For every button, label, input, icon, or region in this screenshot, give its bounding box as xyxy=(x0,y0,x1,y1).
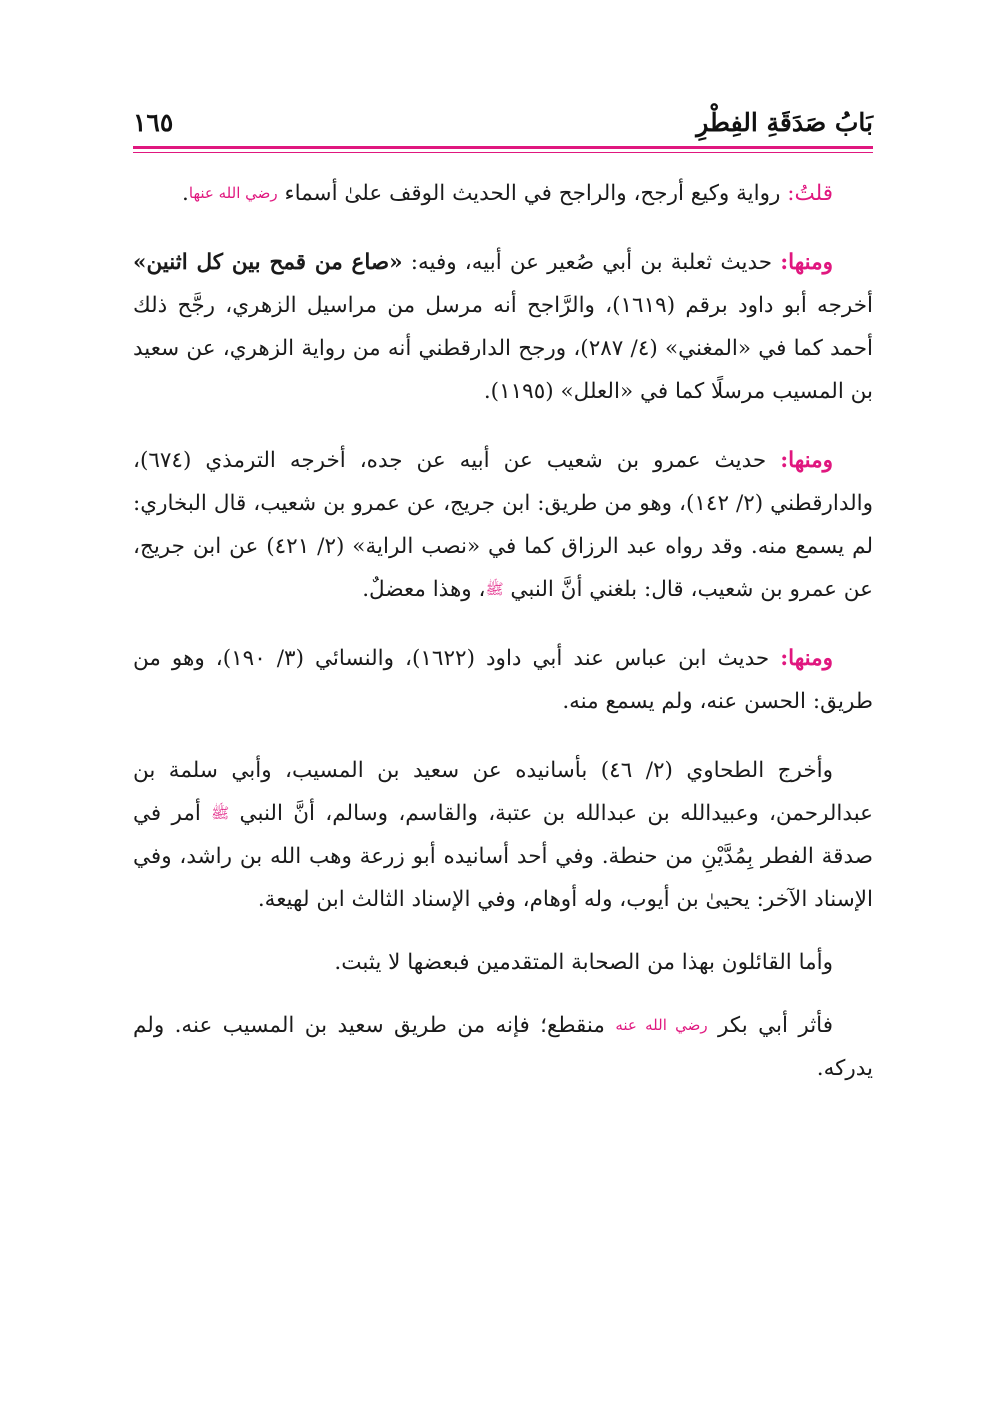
paragraph-tahawi xyxy=(133,749,873,921)
paragraph-abu-bakr xyxy=(133,1004,873,1090)
paragraph-text-cont: أخرجه أبو داود برقم (١٦١٩)، والرَّاجح أنه مرسل من مراسيل الزهري، رجَّح ذلك أحمد كما في «المغني» (٤/ ٢٨٧)، ورجح الدارقطني أنه من رواية الزهري، عن سعيد بن المسيب مرسلًا كما في «العلل» (١١٩٥). xyxy=(133,293,874,404)
paragraph-thalaba xyxy=(133,241,873,413)
paragraph-lead: ومنها: xyxy=(780,646,833,671)
paragraph-lead: ومنها: xyxy=(780,448,833,473)
honorific-glyph: رضي الله عنه xyxy=(615,1016,708,1034)
paragraph-sahaba xyxy=(133,941,873,984)
paragraph-text: حديث ثعلبة بن أبي صُعير عن أبيه، وفيه: xyxy=(402,250,781,275)
paragraph-text: حديث ابن عباس عند أبي داود (١٦٢٢)، والنسائي (٣/ ١٩٠)، وهو من طريق: الحسن عنه، ولم يسمع منه. xyxy=(133,646,873,714)
paragraph-text: وأما القائلون بهذا من الصحابة المتقدمين فبعضها لا يثبت. xyxy=(334,950,833,975)
paragraph-text-end: . xyxy=(182,181,189,206)
paragraph-text: حديث عمرو بن شعيب عن أبيه عن جده، أخرجه الترمذي (٦٧٤)، والدارقطني (٢/ ١٤٢)، وهو من طريق: ابن جريج، عن عمرو بن شعيب، قال البخاري: لم يسمع منه. وقد رواه عبد الرزاق كما في «نصب الراية» (٢/ ٤٢١) عن ابن جريج، عن عمرو بن شعيب، قال: بلغني أنَّ النبي xyxy=(133,448,874,602)
header-rule-thick xyxy=(133,146,873,149)
paragraph-lead: ومنها: xyxy=(780,250,833,275)
honorific-glyph: رضي الله عنها xyxy=(188,184,278,202)
chapter-title: بَابُ صَدَقَةِ الفِطْرِ xyxy=(696,108,873,137)
paragraph-lead: قلتُ: xyxy=(787,181,833,206)
page-body xyxy=(133,172,873,1090)
paragraph-text-cont: منقطع؛ فإنه من طريق سعيد بن المسيب عنه. ولم يدركه. xyxy=(133,1013,873,1081)
paragraph-qultu xyxy=(133,172,873,215)
paragraph-text: وأخرج الطحاوي (٢/ ٤٦) بأسانيده عن سعيد بن المسيب، وأبي سلمة بن عبدالرحمن، وعبيدالله بن عبدالله بن عتبة، والقاسم، وسالم، أنَّ النبي xyxy=(133,758,874,826)
paragraph-text: رواية وكيع أرجح، والراجح في الحديث الوقف علىٰ أسماء xyxy=(277,181,788,206)
page-number: ١٦٥ xyxy=(133,108,174,137)
honorific-glyph: ﷺ xyxy=(485,580,504,598)
honorific-glyph: ﷺ xyxy=(211,804,230,822)
hadith-quote: «صاع من قمح بين كل اثنين» xyxy=(133,250,403,275)
paragraph-ibn-abbas xyxy=(133,637,873,723)
paragraph-amr xyxy=(133,439,873,611)
paragraph-text-cont: ، وهذا معضلٌ. xyxy=(362,577,486,602)
paragraph-text-cont: أمر في صدقة الفطر بِمُدَّيْنِ من حنطة. وفي أحد أسانيده أبو زرعة وهب الله بن راشد، وفي الإسناد الآخر: يحيىٰ بن أيوب، وله أوهام، وفي الإسناد الثالث ابن لهيعة. xyxy=(133,801,873,912)
header-rule-thin xyxy=(133,152,873,153)
page-header xyxy=(133,108,873,148)
paragraph-text: فأثر أبي بكر xyxy=(707,1013,834,1038)
